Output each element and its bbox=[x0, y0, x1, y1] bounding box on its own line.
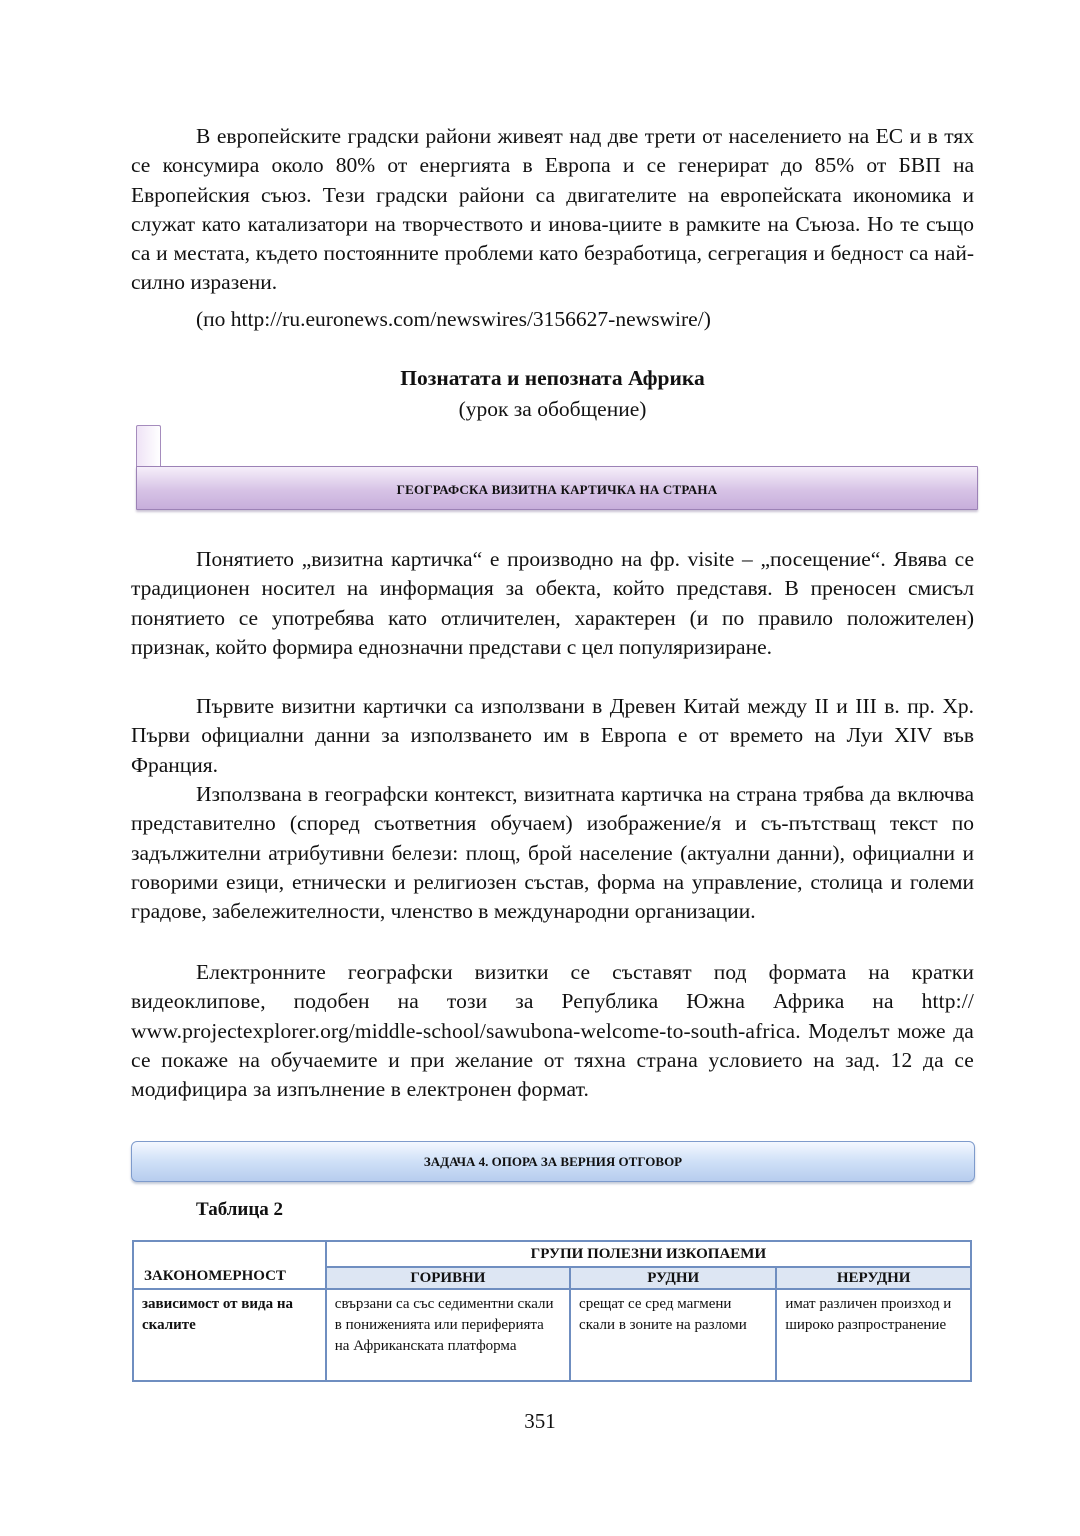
lesson-title: Познатата и непозната Африка bbox=[400, 366, 705, 390]
cell-non-metallic: имат различен произход и широко разпространение bbox=[776, 1289, 971, 1381]
section-banner-tab bbox=[136, 425, 161, 471]
table-row bbox=[133, 1289, 971, 1381]
paragraph-geographic-context: Използвана в географски контекст, визитната картичка на страна трябва да включва представително (според съответния обучаем) изображение/я и съ-пътстващ текст по задължителни атрибутивни белези: площ, брой население (актуални данни), официални и говорими езици, етнически и религиозен състав, форма на управление, столица и големи градове, забележителности, членство в международни организации. bbox=[131, 782, 974, 924]
header-law: ЗАКОНОМЕРНОСТ bbox=[133, 1241, 326, 1289]
section-heading-task4: ЗАДАЧА 4. ОПОРА ЗА ВЕРНИЯ ОТГОВОР bbox=[423, 1154, 683, 1169]
paragraph-definition: Понятието „визитна картичка“ е производно на фр. visite – „посещение“. Явява се традиционен носител на информация за обекта, който представя. В преносен смисъл понятието се употребява като отличителен, характерен (и по правило положителен) признак, който формира еднозначни представи с цел популяризиране. bbox=[131, 547, 974, 659]
paragraph-history: Първите визитни картички са използвани в Древен Китай между II и III в. пр. Хр. Първи официални данни за използването им в Европа е от времето на Луи XIV във Франция. bbox=[131, 694, 974, 777]
section-banner-task4 bbox=[131, 1141, 975, 1182]
minerals-table bbox=[132, 1240, 972, 1382]
lesson-subtitle: (урок за обобщение) bbox=[458, 397, 647, 421]
section-banner-business-card bbox=[136, 466, 978, 510]
header-fuel: ГОРИВНИ bbox=[326, 1267, 570, 1289]
row-law: зависимост от вида на скалите bbox=[133, 1289, 326, 1381]
header-non-metallic: НЕРУДНИ bbox=[776, 1267, 971, 1289]
header-ore: РУДНИ bbox=[570, 1267, 776, 1289]
page-number: 351 bbox=[524, 1409, 556, 1433]
section-heading-business-card: ГЕОГРАФСКА ВИЗИТНА КАРТИЧКА НА СТРАНА bbox=[396, 482, 718, 497]
intro-paragraph: В европейските градски райони живеят над две трети от населението на ЕС и в тях се консумира около 80% от енергията в Европа и се генерират до 85% от БВП на Европейския съюз. Тези градски райони са двигателите на европейската икономика и служат като катализатори на творчеството и инова-циите в рамките на Съюза. Но те също са и местата, където постоянните проблеми като безработица, сегрегация и бедност са най-силно изразени. bbox=[131, 124, 974, 295]
table-caption: Таблица 2 bbox=[196, 1199, 284, 1220]
paragraph-electronic-cards: Електронните географски визитки се съставят под формата на кратки видеоклипове, подобен на този за Република Южна Африка на http:// www.projectexplorer.org/middle-school/sawubona-welcome-to-south-africa. Моделът може да се покаже на обучаемите и при желание от тяхна страна условието на зад. 12 да се модифицира за изпълнение в електронен формат. bbox=[131, 960, 974, 1102]
cell-fuel: свързани са със седиментни скали в пониженията или периферията на Африканската платформа bbox=[326, 1289, 570, 1381]
source-citation: (по http://ru.euronews.com/newswires/3156627-newswire/) bbox=[196, 307, 711, 331]
header-mineral-groups: ГРУПИ ПОЛЕЗНИ ИЗКОПАЕМИ bbox=[326, 1241, 971, 1267]
cell-ore: срещат се сред магмени скали в зоните на разломи bbox=[570, 1289, 776, 1381]
